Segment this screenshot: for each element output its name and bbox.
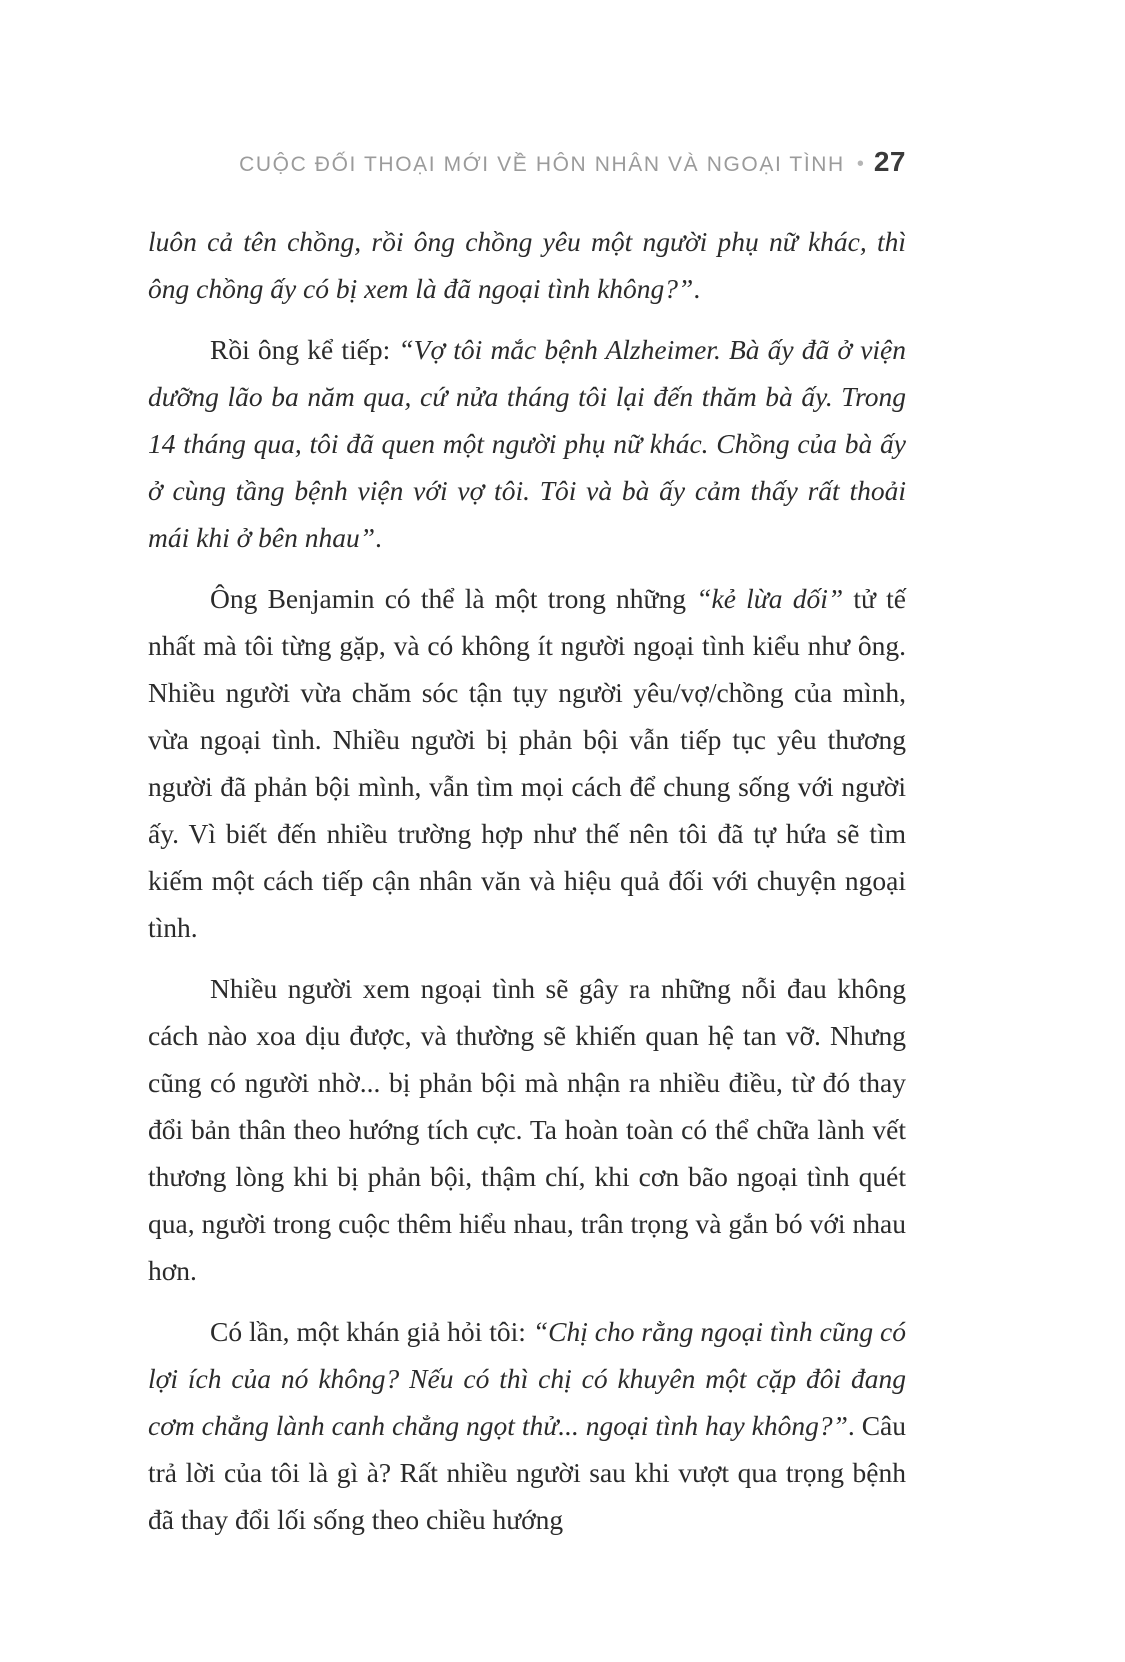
- paragraph: [148, 965, 906, 1294]
- paragraph: [148, 1308, 906, 1543]
- text-segment-italic: “kẻ lừa dối”: [696, 583, 844, 614]
- text-segment-normal: Có lần, một khán giả hỏi tôi:: [210, 1316, 533, 1347]
- text-segment-italic: “Vợ tôi mắc bệnh Alzheimer. Bà ấy đã ở viện dưỡng lão ba năm qua, cứ nửa tháng tôi lại đến thăm bà ấy. Trong 14 tháng qua, tôi đã quen một người phụ nữ khác. Chồng của bà ấy ở cùng tầng bệnh viện với vợ tôi. Tôi và bà ấy cảm thấy rất thoải mái khi ở bên nhau”: [148, 334, 906, 553]
- paragraph: [148, 326, 906, 561]
- text-segment-normal: Nhiều người xem ngoại tình sẽ gây ra những nỗi đau không cách nào xoa dịu được, và thường sẽ khiến quan hệ tan vỡ. Nhưng cũng có người nhờ... bị phản bội mà nhận ra nhiều điều, từ đó thay đổi bản thân theo hướng tích cực. Ta hoàn toàn có thể chữa lành vết thương lòng khi bị phản bội, thậm chí, khi cơn bão ngoại tình quét qua, người trong cuộc thêm hiểu nhau, trân trọng và gắn bó với nhau hơn.: [148, 973, 906, 1286]
- text-segment-italic: “Chị cho rằng ngoại tình cũng có lợi ích của nó không? Nếu có thì chị có khuyên một cặp đôi đang cơm chẳng lành canh chẳng ngọt thử... ngoại tình hay không?”: [148, 1316, 906, 1441]
- text-segment-italic: luôn cả tên chồng, rồi ông chồng yêu một người phụ nữ khác, thì ông chồng ấy có bị xem là đã ngoại tình không?”: [148, 226, 906, 304]
- text-segment-normal: . Câu trả lời của tôi là gì à? Rất nhiều người sau khi vượt qua trọng bệnh đã thay đổi lối sống theo chiều hướng: [148, 1410, 906, 1535]
- paragraph: [148, 218, 906, 312]
- text-segment-normal: .: [375, 522, 382, 553]
- page-body: [148, 218, 906, 1557]
- text-segment-normal: Ông Benjamin có thể là một trong những: [210, 583, 697, 614]
- page-number: 27: [873, 146, 906, 177]
- text-segment-normal: tử tế nhất mà tôi từng gặp, và có không ít người ngoại tình kiểu như ông. Nhiều người vừa chăm sóc tận tụy người yêu/vợ/chồng của mình, vừa ngoại tình. Nhiều người bị phản bội vẫn tiếp tục yêu thương người đã phản bội mình, vẫn tìm mọi cách để chung sống với người ấy. Vì biết đến nhiều trường hợp như thế nên tôi đã tự hứa sẽ tìm kiếm một cách tiếp cận nhân văn và hiệu quả đối với chuyện ngoại tình.: [148, 583, 907, 943]
- text-segment-normal: .: [693, 273, 701, 304]
- page-header: [148, 146, 906, 178]
- text-segment-normal: Rồi ông kể tiếp:: [210, 334, 399, 365]
- paragraph: [148, 575, 906, 951]
- running-head-title: CUỘC ĐỐI THOẠI MỚI VỀ HÔN NHÂN VÀ NGOẠI TÌNH: [239, 153, 845, 176]
- header-separator-dot: •: [856, 153, 864, 175]
